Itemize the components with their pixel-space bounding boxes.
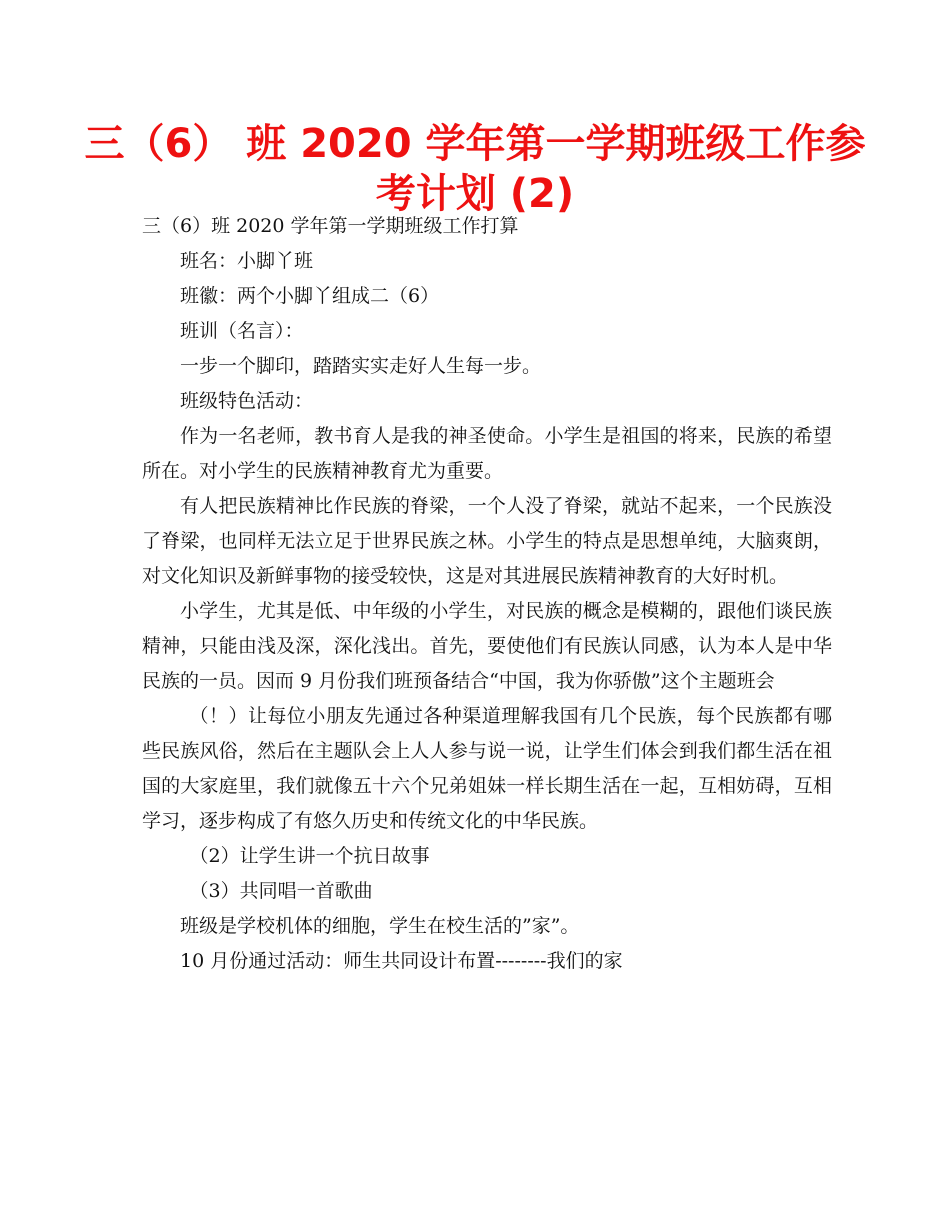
paragraph-activities-label: 班级特色活动： [180, 390, 314, 412]
paragraph-list-item-2: （2）让学生讲一个抗日故事 [189, 845, 430, 867]
paragraph-body: 有人把民族精神比作民族的脊梁，一个人没了脊梁，就站不起来，一个民族没了脊梁，也同样无法立足于世界民族之林。小学生的特点是思想单纯，大脑爽朗，对文化知识及新鲜事物的接受较快，这是对其进展民族精神教育的大好时机。 [142, 495, 832, 587]
paragraph-list-item-1: （！）让每位小朋友先通过各种渠道理解我国有几个民族，每个民族都有哪些民族风俗，然后在主题队会上人人参与说一说，让学生们体会到我们都生活在祖国的大家庭里，我们就像五十六个兄弟姐妹一样长期生活在一起，互相妨碍，互相学习，逐步构成了有悠久历史和传统文化的中华民族。 [142, 705, 832, 832]
paragraph-body: 班级是学校机体的细胞，学生在校生活的”家”。 [180, 915, 580, 937]
paragraph-class-motto-label: 班训（名言）： [180, 320, 304, 342]
document-body [142, 209, 832, 979]
paragraph-class-motto: 一步一个脚印，踏踏实实走好人生每一步。 [180, 355, 542, 377]
paragraph-body: 10 月份通过活动：师生共同设计布置--------我们的家 [180, 950, 623, 972]
document-title-line-1: 三（6） 班 2020 学年第一学期班级工作参 [84, 121, 866, 167]
heading-plan: 三（6）班 2020 学年第一学期班级工作打算 [142, 215, 519, 237]
paragraph-class-name: 班名：小脚丫班 [180, 250, 314, 272]
paragraph-list-item-3: （3）共同唱一首歌曲 [189, 880, 373, 902]
document-title-line-2: 考计划 (2) [375, 171, 575, 217]
paragraph-body: 小学生，尤其是低、中年级的小学生，对民族的概念是模糊的，跟他们谈民族精神，只能由浅及深，深化浅出。首先，要使他们有民族认同感，认为本人是中华民族的一员。因而 9 月份我们班预备结合“中国，我为你骄傲”这个主题班会 [142, 600, 832, 692]
paragraph-body: 作为一名老师，教书育人是我的神圣使命。小学生是祖国的将来，民族的希望所在。对小学生的民族精神教育尤为重要。 [142, 425, 832, 482]
paragraph-class-badge: 班徽：两个小脚丫组成二（6） [180, 285, 440, 307]
